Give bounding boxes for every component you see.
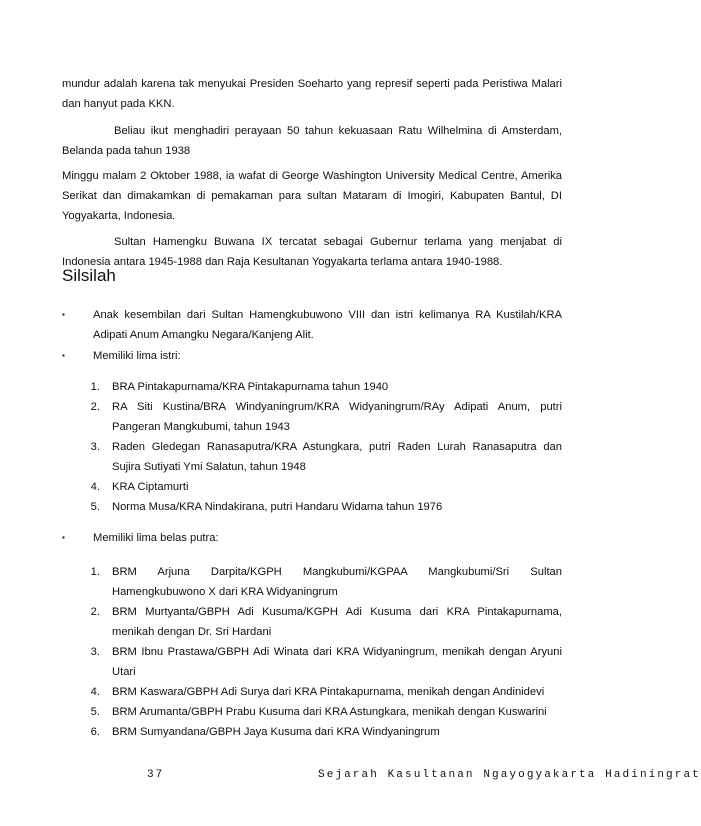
- list-item: [78, 642, 562, 682]
- bullet-text: Anak kesembilan dari Sultan Hamengkubuwono VIII dan istri kelimanya RA Kustilah/KRA Adipati Anum Amangku Negara/Kanjeng Alit.: [93, 309, 562, 341]
- list-item: [78, 497, 562, 517]
- list-item-text: BRM Sumyandana/GBPH Jaya Kusuma dari KRA Windyaningrum: [112, 726, 440, 738]
- paragraph-wilhelmina: Beliau ikut menghadiri perayaan 50 tahun kekuasaan Ratu Wilhelmina di Amsterdam, Belanda pada tahun 1938: [62, 125, 562, 157]
- list-item-text: BRM Arumanta/GBPH Prabu Kusuma dari KRA Astungkara, menikah dengan Kuswarini: [112, 706, 547, 718]
- bullet-item-putra: [62, 528, 562, 548]
- list-number: 3.: [90, 441, 100, 453]
- list-number: 4.: [90, 481, 100, 493]
- bullet-text: Memiliki lima belas putra:: [93, 532, 219, 544]
- bullet-item-anak: [62, 305, 562, 345]
- bullet-item-istri: [62, 346, 562, 366]
- bullet-square-icon: ▪: [62, 310, 65, 319]
- wives-list: [78, 377, 562, 517]
- list-item: [78, 397, 562, 437]
- bullet-text: Memiliki lima istri:: [93, 350, 181, 362]
- bullet-square-icon: ▪: [62, 533, 65, 542]
- paragraph-malari: mundur adalah karena tak menyukai Presiden Soeharto yang represif seperti pada Peristiwa Malari dan hanyut pada KKN.: [62, 78, 562, 110]
- list-item-text: BRA Pintakapurnama/KRA Pintakapurnama tahun 1940: [112, 381, 389, 393]
- list-number: 1.: [90, 566, 100, 578]
- list-item: [78, 477, 562, 497]
- list-item-text: BRM Murtyanta/GBPH Adi Kusuma/KGPH Adi Kusuma dari KRA Pintakapurnama, menikah dengan Dr. Sri Hardani: [112, 606, 562, 638]
- list-item: [78, 437, 562, 477]
- list-item: [78, 562, 562, 602]
- list-item: [78, 377, 562, 397]
- list-item-text: BRM Ibnu Prastawa/GBPH Adi Winata dari KRA Widyaningrum, menikah dengan Aryuni Utari: [112, 646, 562, 678]
- list-number: 1.: [90, 381, 100, 393]
- paragraph-wafat: Minggu malam 2 Oktober 1988, ia wafat di George Washington University Medical Centre, Amerika Serikat dan dimakamkan di pemakaman para sultan Mataram di Imogiri, Kabupaten Bantul, DI Yogyakarta, Indonesia.: [62, 170, 562, 222]
- list-number: 2.: [90, 606, 100, 618]
- list-item-text: BRM Arjuna Darpita/KGPH Mangkubumi/KGPAA Mangkubumi/Sri Sultan Hamengkubuwono X dari KRA Widyaningrum: [112, 566, 562, 598]
- list-item-text: BRM Kaswara/GBPH Adi Surya dari KRA Pintakapurnama, menikah dengan Andinidevi: [112, 686, 545, 698]
- bullet-square-icon: ▪: [62, 351, 65, 360]
- list-number: 2.: [90, 401, 100, 413]
- list-item: [78, 602, 562, 642]
- list-item: [78, 702, 562, 722]
- list-item: [78, 682, 562, 702]
- footer-book-title: Sejarah Kasultanan Ngayogyakarta Hadiningrat: [318, 769, 701, 781]
- list-item-text: KRA Ciptamurti: [112, 481, 189, 493]
- page-number: 37: [147, 769, 165, 781]
- section-title-silsilah: Silsilah: [62, 266, 116, 285]
- list-item-text: Norma Musa/KRA Nindakirana, putri Handaru Widarna tahun 1976: [112, 501, 443, 513]
- paragraph-gubernur: Sultan Hamengku Buwana IX tercatat sebagai Gubernur terlama yang menjabat di Indonesia antara 1945-1988 dan Raja Kesultanan Yogyakarta terlama antara 1940-1988.: [62, 236, 562, 268]
- list-item-text: RA Siti Kustina/BRA Windyaningrum/KRA Widyaningrum/RAy Adipati Anum, putri Pangeran Mangkubumi, tahun 1943: [112, 401, 562, 433]
- list-number: 4.: [90, 686, 100, 698]
- list-item-text: Raden Gledegan Ranasaputra/KRA Astungkara, putri Raden Lurah Ranasaputra dan Sujira Sutiyati Ymi Salatun, tahun 1948: [112, 441, 562, 473]
- list-number: 5.: [90, 706, 100, 718]
- list-number: 6.: [90, 726, 100, 738]
- sons-list: [78, 562, 562, 742]
- list-number: 5.: [90, 501, 100, 513]
- list-item: [78, 722, 562, 742]
- list-number: 3.: [90, 646, 100, 658]
